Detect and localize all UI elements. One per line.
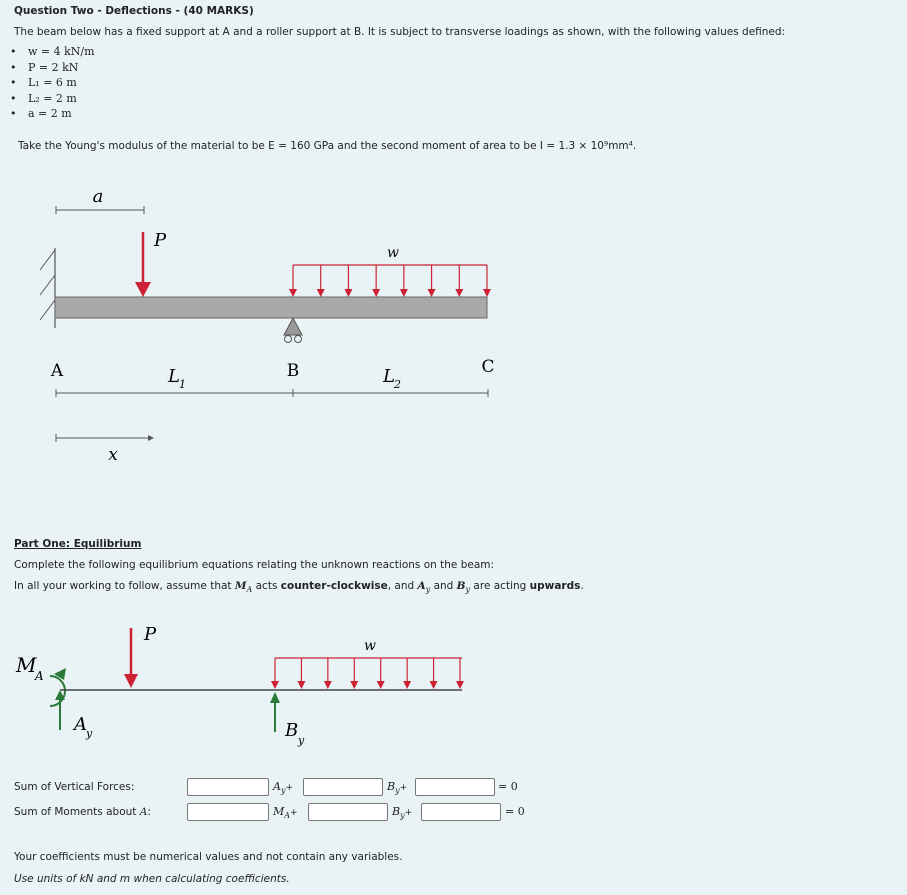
part-one-heading: Part One: Equilibrium — [14, 538, 142, 550]
udl-arrow-icon — [289, 289, 297, 297]
fbd-w-label: w — [364, 638, 376, 654]
Ay-label: A — [74, 714, 87, 735]
udl-arrow-icon — [430, 681, 438, 689]
point-A-label: A — [50, 361, 64, 381]
vertical-coef-input-3[interactable] — [415, 778, 495, 796]
value-L1: • L₁ = 6 m — [28, 75, 95, 91]
distributed-load-label: w — [387, 245, 399, 261]
point-B-label: B — [286, 361, 300, 381]
values-list — [0, 44, 95, 122]
fbd-distributed-load-arrows — [271, 658, 464, 689]
moment-term-MA: $M_A+$ — [273, 805, 298, 821]
moment-coef-input-2[interactable] — [308, 803, 388, 821]
moment-coef-input-1[interactable] — [187, 803, 269, 821]
value-L2: • L₂ = 2 m — [28, 91, 95, 107]
assume-Ay: $A_y$ — [417, 580, 431, 595]
udl-arrow-icon — [297, 681, 305, 689]
vertical-term-By: $B_y+$ — [387, 780, 408, 796]
moments-label: Sum of Moments about A: — [14, 806, 151, 818]
udl-arrow-icon — [344, 289, 352, 297]
roller-wheel-left — [285, 336, 292, 343]
Ay-subscript: y — [86, 727, 93, 740]
assume-mid1: acts — [255, 580, 278, 592]
udl-arrow-icon — [317, 289, 325, 297]
assume-pre: In all your working to follow, assume that — [14, 580, 232, 592]
L1-label: L — [168, 366, 180, 387]
beam-diagram — [0, 170, 907, 470]
note-numerical: Your coefficients must be numerical values and not contain any variables. — [14, 851, 403, 863]
vertical-coef-input-2[interactable] — [303, 778, 383, 796]
note-units: Use units of kN and m when calculating coefficients. — [14, 873, 290, 885]
point-load-label: P — [153, 230, 167, 251]
assume-By: $B_y$ — [456, 580, 471, 595]
udl-arrow-icon — [372, 289, 380, 297]
L2-label: L — [383, 366, 395, 387]
udl-arrow-icon — [400, 289, 408, 297]
fbd-point-load-arrow-icon — [124, 674, 138, 688]
udl-arrow-icon — [456, 681, 464, 689]
assume-up: upwards — [529, 580, 581, 592]
assumption-text — [14, 580, 584, 594]
moment-rhs: = 0 — [505, 805, 525, 818]
dim-a-label: a — [92, 186, 104, 207]
vertical-term-Ay: $A_y+$ — [273, 780, 294, 796]
udl-arrow-icon — [403, 681, 411, 689]
MA-label: M — [16, 653, 37, 677]
hatch-1 — [40, 250, 55, 270]
hatch-3 — [40, 300, 55, 320]
udl-arrow-icon — [428, 289, 436, 297]
young-modulus-text: Take the Young's modulus of the material to be E = 160 GPa and the second moment of area to be I = 1.3 × 10⁹mm⁴. — [18, 140, 637, 152]
fbd-P-label: P — [143, 624, 157, 645]
value-a: • a = 2 m — [28, 106, 95, 122]
roller-wheel-right — [295, 336, 302, 343]
point-load-arrow-icon — [135, 282, 151, 297]
vertical-forces-label: Sum of Vertical Forces: — [14, 781, 135, 793]
assume-ccw: counter-clockwise — [280, 580, 388, 592]
hatch-2 — [40, 275, 55, 295]
assume-post: are acting — [473, 580, 527, 592]
x-axis-arrow-icon — [148, 435, 154, 441]
roller-support-icon — [284, 318, 302, 335]
question-title: Question Two - Deflections - (40 MARKS) — [14, 5, 254, 17]
assume-end: . — [580, 580, 584, 592]
free-body-diagram — [0, 610, 907, 760]
udl-arrow-icon — [455, 289, 463, 297]
L2-subscript: 2 — [394, 378, 401, 391]
udl-arrow-icon — [350, 681, 358, 689]
moment-coef-input-3[interactable] — [421, 803, 501, 821]
beam — [55, 297, 487, 318]
udl-arrow-icon — [483, 289, 491, 297]
By-subscript: y — [298, 734, 305, 747]
By-label: B — [285, 720, 299, 741]
MA-subscript: A — [35, 669, 44, 683]
part-one-instructions: Complete the following equilibrium equations relating the unknown reactions on the beam: — [14, 559, 495, 571]
point-C-label: C — [481, 357, 495, 377]
moment-term-By: $B_y+$ — [392, 805, 413, 821]
By-arrow-icon — [270, 692, 280, 703]
moment-arc — [50, 676, 65, 706]
vertical-coef-input-1[interactable] — [187, 778, 269, 796]
udl-arrow-icon — [271, 681, 279, 689]
udl-arrow-icon — [377, 681, 385, 689]
distributed-load-arrows — [289, 265, 491, 297]
value-P: • P = 2 kN — [28, 60, 95, 76]
assume-MA: $M_A$ — [234, 580, 253, 595]
vertical-rhs: = 0 — [498, 780, 518, 793]
question-intro: The beam below has a fixed support at A and a roller support at B. It is subject to transverse loadings as shown, with the following values defined: — [14, 26, 786, 38]
udl-arrow-icon — [324, 681, 332, 689]
x-label: x — [108, 445, 118, 465]
assume-and: and — [433, 580, 454, 592]
L1-subscript: 1 — [179, 378, 186, 391]
assume-mid2: , and — [387, 580, 415, 592]
value-w: • w = 4 kN/m — [28, 44, 95, 60]
